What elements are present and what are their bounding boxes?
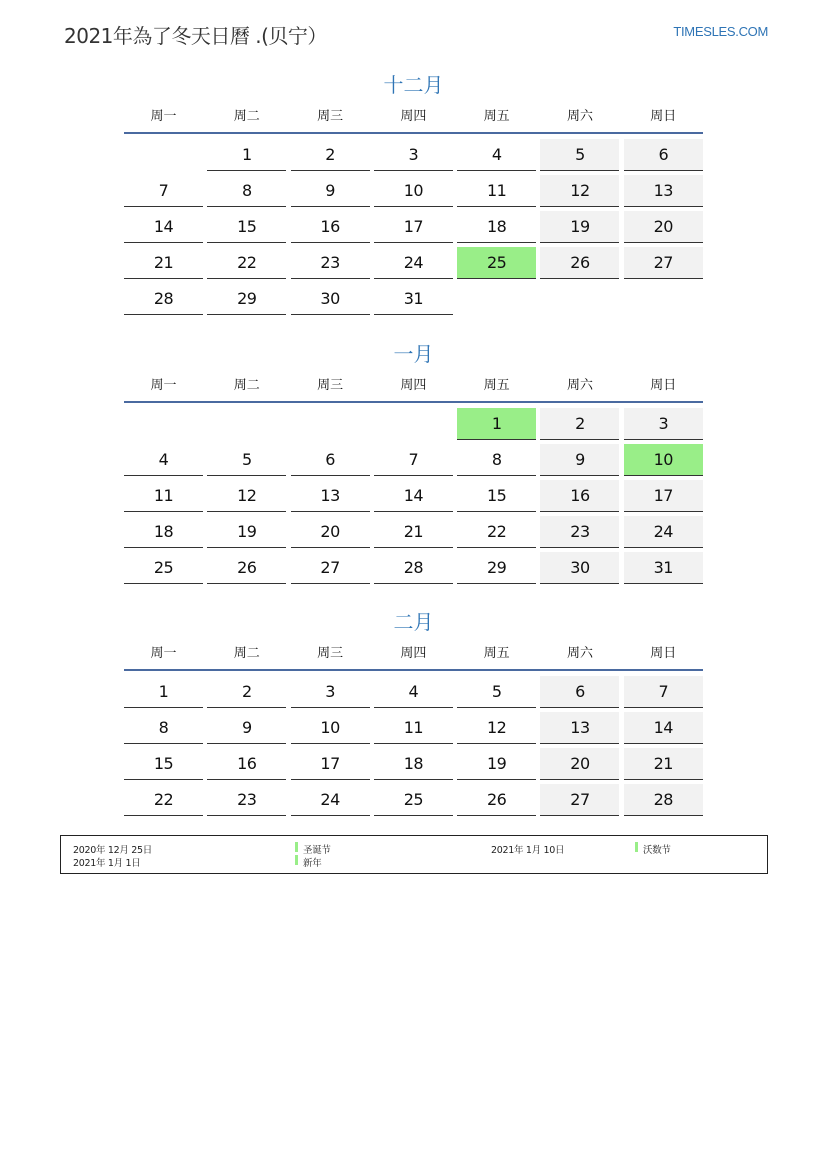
day-cell: 12: [457, 712, 536, 744]
week-row: [124, 516, 703, 552]
weekday-label: 周日: [650, 378, 677, 393]
day-cell: 1: [124, 676, 203, 708]
day-cell: 3: [374, 139, 453, 171]
day-cell: 10: [624, 444, 703, 476]
legend-holiday-name: 新年: [303, 858, 322, 869]
day-cell: 26: [540, 247, 619, 279]
legend-date: 2021年 1月 10日: [491, 845, 565, 856]
day-cell: 5: [207, 444, 286, 476]
day-cell: 9: [207, 712, 286, 744]
day-cell: 29: [457, 552, 536, 584]
weekday-label: 周二: [233, 378, 260, 393]
week-row: [124, 247, 703, 283]
day-cell: 22: [207, 247, 286, 279]
day-cell: 17: [374, 211, 453, 243]
day-cell: 1: [207, 139, 286, 171]
day-cell: 18: [124, 516, 203, 548]
empty-day-cell: [624, 283, 703, 314]
weekday-label: 周三: [317, 109, 344, 124]
day-cell: 11: [374, 712, 453, 744]
day-cell: 14: [124, 211, 203, 243]
weekday-label: 周二: [233, 109, 260, 124]
day-cell: 23: [207, 784, 286, 816]
legend-date: 2020年 12月 25日: [73, 845, 152, 856]
month-title: 二月: [393, 610, 434, 634]
weekday-label: 周二: [233, 646, 260, 661]
day-cell: 16: [540, 480, 619, 512]
day-cell: 3: [624, 408, 703, 440]
day-cell: 21: [124, 247, 203, 279]
day-cell: 11: [124, 480, 203, 512]
day-cell: 21: [374, 516, 453, 548]
weekday-label: 周三: [317, 646, 344, 661]
day-cell: 27: [624, 247, 703, 279]
day-cell: 13: [291, 480, 370, 512]
empty-day-cell: [207, 408, 286, 439]
weekday-header: [124, 639, 703, 671]
weekday-label: 周日: [650, 646, 677, 661]
empty-day-cell: [124, 139, 203, 170]
holiday-marker: [295, 842, 298, 852]
day-grid: [124, 134, 703, 319]
day-cell: 4: [374, 676, 453, 708]
week-row: [124, 408, 703, 444]
day-cell: 7: [374, 444, 453, 476]
day-cell: 2: [207, 676, 286, 708]
weekday-label: 周五: [483, 378, 510, 393]
day-cell: 9: [291, 175, 370, 207]
day-cell: 7: [624, 676, 703, 708]
weekday-label: 周四: [400, 378, 427, 393]
month-calendar: [124, 68, 703, 319]
month-title: 十二月: [383, 73, 444, 97]
day-cell: 12: [540, 175, 619, 207]
weekday-label: 周五: [483, 646, 510, 661]
month-calendar: [124, 337, 703, 588]
day-grid: [124, 403, 703, 588]
day-cell: 31: [374, 283, 453, 315]
week-row: [124, 480, 703, 516]
day-cell: 15: [457, 480, 536, 512]
day-cell: 6: [291, 444, 370, 476]
day-cell: 5: [457, 676, 536, 708]
day-cell: 16: [207, 748, 286, 780]
day-cell: 6: [624, 139, 703, 171]
day-cell: 27: [291, 552, 370, 584]
week-row: [124, 175, 703, 211]
day-cell: 28: [374, 552, 453, 584]
day-cell: 29: [207, 283, 286, 315]
weekday-label: 周四: [400, 109, 427, 124]
empty-day-cell: [540, 283, 619, 314]
day-cell: 28: [624, 784, 703, 816]
day-cell: 3: [291, 676, 370, 708]
day-cell: 16: [291, 211, 370, 243]
day-cell: 4: [457, 139, 536, 171]
day-cell: 26: [457, 784, 536, 816]
day-cell: 1: [457, 408, 536, 440]
day-cell: 5: [540, 139, 619, 171]
weekday-label: 周三: [317, 378, 344, 393]
site-link[interactable]: TIMESLES.COM: [673, 24, 768, 39]
day-cell: 19: [207, 516, 286, 548]
week-row: [124, 784, 703, 820]
day-cell: 20: [291, 516, 370, 548]
day-cell: 15: [124, 748, 203, 780]
day-cell: 12: [207, 480, 286, 512]
day-cell: 22: [124, 784, 203, 816]
day-cell: 30: [540, 552, 619, 584]
week-row: [124, 748, 703, 784]
empty-day-cell: [374, 408, 453, 439]
holiday-marker: [635, 842, 638, 852]
day-cell: 24: [291, 784, 370, 816]
weekday-label: 周六: [566, 109, 593, 124]
empty-day-cell: [457, 283, 536, 314]
weekday-header: [124, 371, 703, 403]
day-cell: 20: [540, 748, 619, 780]
day-cell: 31: [624, 552, 703, 584]
legend-holiday-name: 沃数节: [643, 845, 671, 856]
day-cell: 18: [457, 211, 536, 243]
day-cell: 10: [291, 712, 370, 744]
day-cell: 25: [124, 552, 203, 584]
day-cell: 23: [291, 247, 370, 279]
weekday-label: 周一: [150, 646, 177, 661]
day-cell: 23: [540, 516, 619, 548]
day-cell: 7: [124, 175, 203, 207]
day-cell: 22: [457, 516, 536, 548]
week-row: [124, 552, 703, 588]
week-row: [124, 283, 703, 319]
day-cell: 17: [624, 480, 703, 512]
day-cell: 24: [374, 247, 453, 279]
day-cell: 8: [124, 712, 203, 744]
day-cell: 20: [624, 211, 703, 243]
day-cell: 2: [540, 408, 619, 440]
day-cell: 13: [540, 712, 619, 744]
day-cell: 21: [624, 748, 703, 780]
empty-day-cell: [291, 408, 370, 439]
day-cell: 14: [374, 480, 453, 512]
weekday-label: 周日: [650, 109, 677, 124]
day-cell: 6: [540, 676, 619, 708]
week-row: [124, 211, 703, 247]
day-cell: 26: [207, 552, 286, 584]
week-row: [124, 444, 703, 480]
weekday-label: 周五: [483, 109, 510, 124]
day-cell: 9: [540, 444, 619, 476]
day-cell: 14: [624, 712, 703, 744]
month-calendar: [124, 605, 703, 820]
weekday-label: 周四: [400, 646, 427, 661]
day-cell: 30: [291, 283, 370, 315]
day-cell: 18: [374, 748, 453, 780]
day-cell: 15: [207, 211, 286, 243]
month-title: 一月: [393, 342, 434, 366]
day-cell: 8: [207, 175, 286, 207]
empty-day-cell: [124, 408, 203, 439]
week-row: [124, 712, 703, 748]
day-cell: 24: [624, 516, 703, 548]
weekday-label: 周六: [566, 646, 593, 661]
day-cell: 10: [374, 175, 453, 207]
day-cell: 17: [291, 748, 370, 780]
page-title: 2021年為了冬天日曆 .(贝宁）: [64, 24, 327, 48]
weekday-label: 周一: [150, 378, 177, 393]
day-cell: 13: [624, 175, 703, 207]
week-row: [124, 676, 703, 712]
day-cell: 2: [291, 139, 370, 171]
day-cell: 8: [457, 444, 536, 476]
weekday-label: 周六: [566, 378, 593, 393]
legend-date: 2021年 1月 1日: [73, 858, 141, 869]
day-cell: 25: [457, 247, 536, 279]
day-cell: 11: [457, 175, 536, 207]
day-cell: 28: [124, 283, 203, 315]
day-grid: [124, 671, 703, 820]
day-cell: 19: [457, 748, 536, 780]
holiday-legend: [60, 835, 768, 874]
holiday-marker: [295, 855, 298, 865]
weekday-header: [124, 102, 703, 134]
weekday-label: 周一: [150, 109, 177, 124]
day-cell: 4: [124, 444, 203, 476]
week-row: [124, 139, 703, 175]
day-cell: 27: [540, 784, 619, 816]
day-cell: 19: [540, 211, 619, 243]
legend-holiday-name: 圣诞节: [303, 845, 331, 856]
day-cell: 25: [374, 784, 453, 816]
